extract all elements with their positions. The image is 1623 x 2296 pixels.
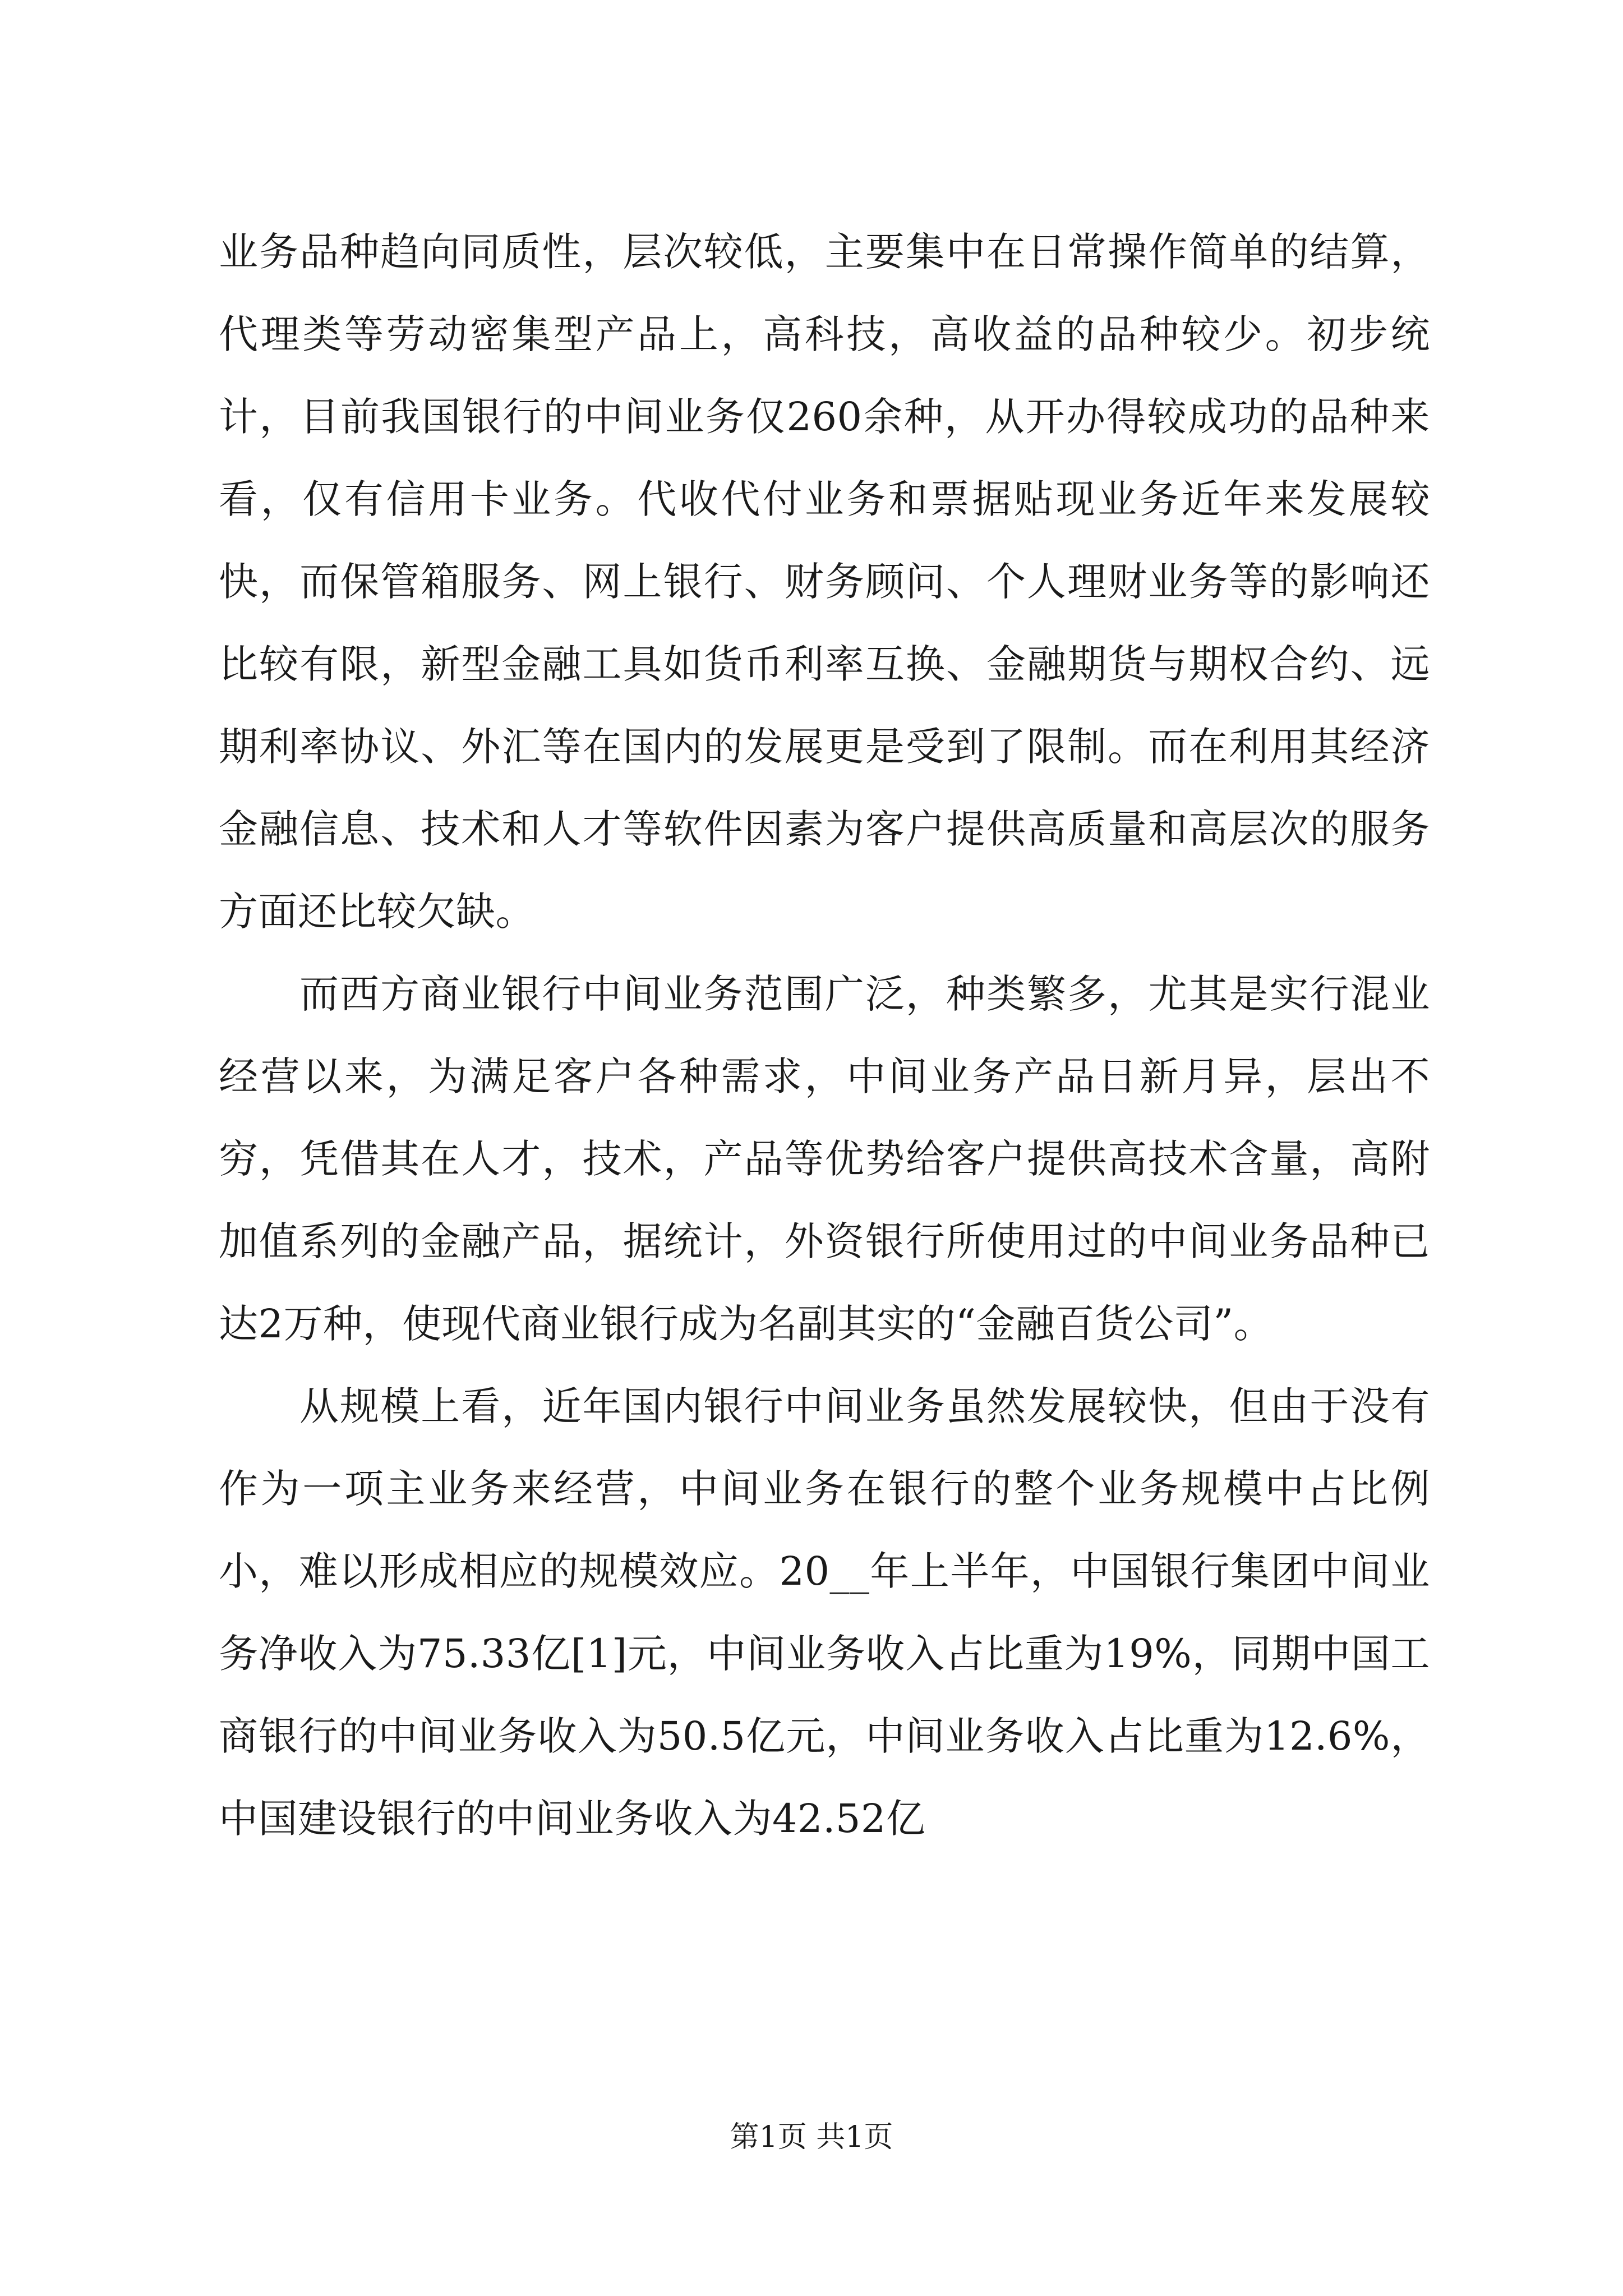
paragraph-1: 业务品种趋向同质性，层次较低，主要集中在日常操作简单的结算，代理类等劳动密集型产品上，高科技，高收益的品种较少。初步统计，目前我国银行的中间业务仅260余种，从开办得较成功的品种来看，仅有信用卡业务。代收代付业务和票据贴现业务近年来发展较快，而保管箱服务、网上银行、财务顾问、个人理财业务等的影响还比较有限，新型金融工具如货币利率互换、金融期货与期权合约、远期利率协议、外汇等在国内的发展更是受到了限制。而在利用其经济金融信息、技术和人才等软件因素为客户提供高质量和高层次的服务方面还比较欠缺。: [219, 229, 1430, 935]
paragraph-3: 从规模上看，近年国内银行中间业务虽然发展较快，但由于没有作为一项主业务来经营，中间业务在银行的整个业务规模中占比例小，难以形成相应的规模效应。20__年上半年，中国银行集团中间业务净收入为75.33亿[1]元，中间业务收入占比重为19%，同期中国工商银行的中间业务收入为50.5亿元，中间业务收入占比重为12.6%，中国建设银行的中间业务收入为42.52亿: [219, 1383, 1430, 1842]
paragraph-2: 而西方商业银行中间业务范围广泛，种类繁多，尤其是实行混业经营以来，为满足客户各种需求，中间业务产品日新月异，层出不穷，凭借其在人才，技术，产品等优势给客户提供高技术含量，高附加值系列的金融产品，据统计，外资银行所使用过的中间业务品种已达2万种，使现代商业银行成为名副其实的“金融百货公司”。: [219, 971, 1430, 1347]
document-body: [219, 211, 1430, 1860]
page-footer: 第1页 共1页: [730, 2120, 893, 2154]
